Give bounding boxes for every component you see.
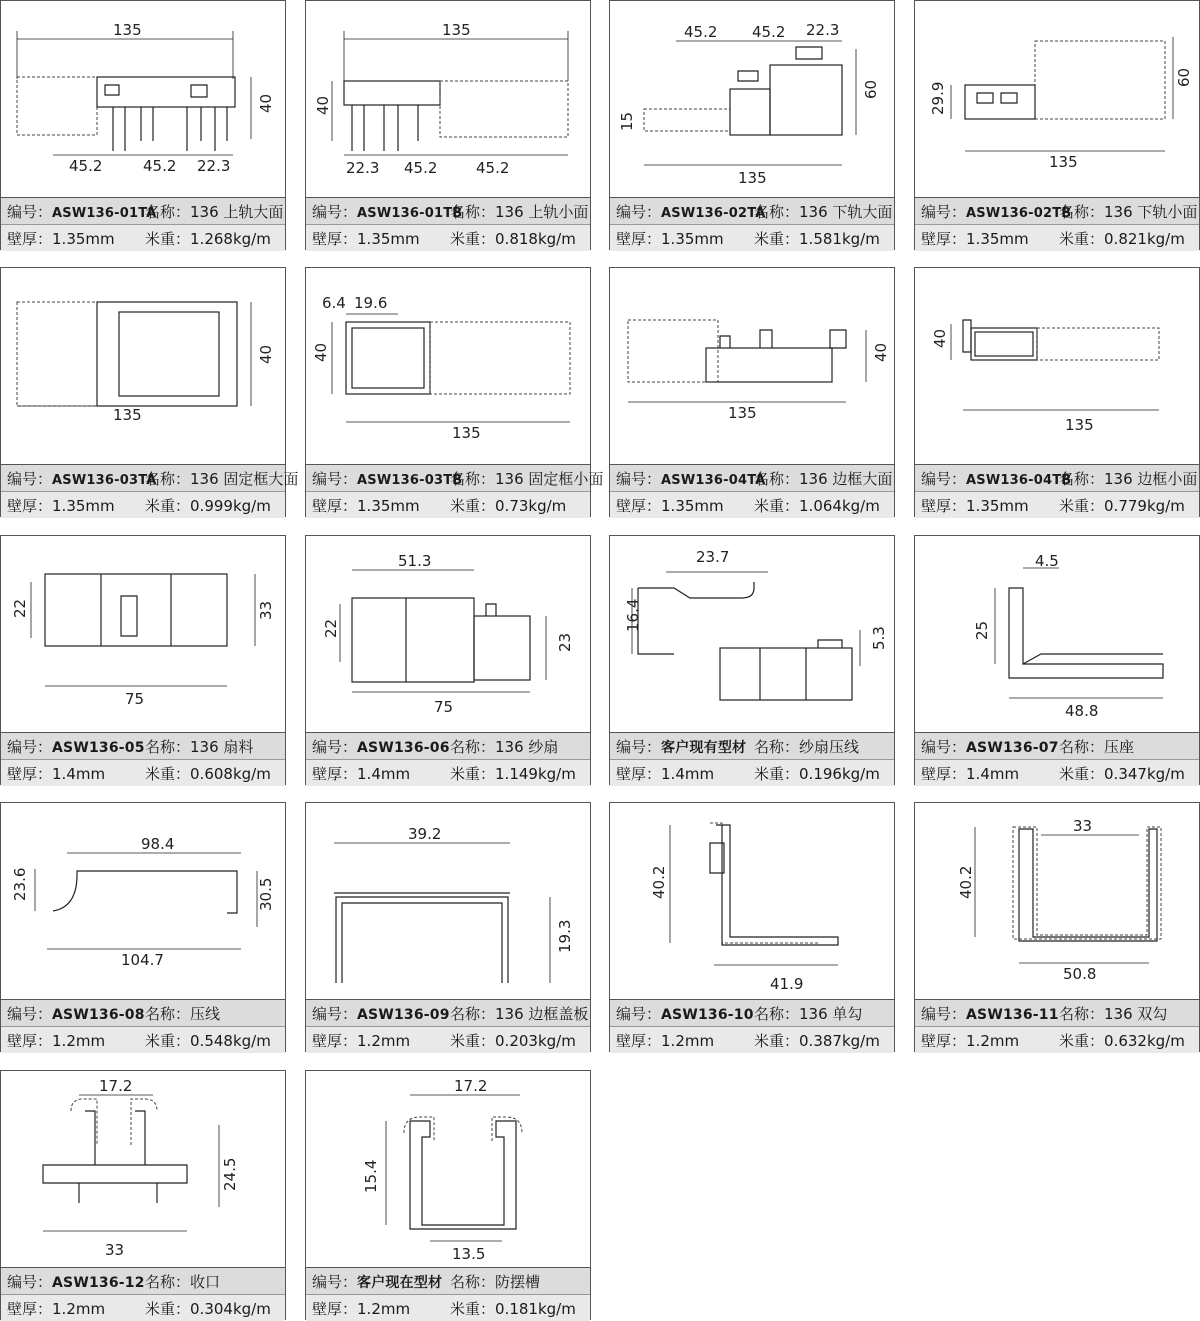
profile-thickness: 1.4mm: [966, 764, 1020, 783]
profile-weight: 0.347kg/m: [1104, 764, 1185, 783]
profile-code: 客户现有型材: [661, 739, 747, 756]
profile-name: 136 双勾: [1104, 1004, 1168, 1023]
profile-card: [609, 535, 895, 785]
profile-code: ASW136-01TA: [52, 205, 157, 221]
dim-label: 24.5: [221, 1157, 239, 1191]
dim-label: 25: [973, 620, 991, 640]
weight-label: 米重：: [1059, 764, 1105, 783]
thickness-label: 壁厚：: [312, 764, 358, 783]
dim-label: 22.3: [197, 157, 231, 175]
profile-info: [1, 464, 299, 516]
thickness-label: 壁厚：: [7, 496, 53, 515]
thickness-label: 壁厚：: [616, 1031, 662, 1050]
name-label: 名称：: [1059, 737, 1105, 756]
profile-drawing: [915, 1, 1199, 197]
profile-thickness: 1.35mm: [357, 496, 420, 515]
profile-card: [914, 802, 1200, 1052]
thickness-label: 壁厚：: [921, 764, 967, 783]
profile-thickness: 1.35mm: [966, 229, 1029, 248]
dim-label: 23: [556, 632, 574, 652]
dim-label: 19.6: [354, 294, 388, 312]
code-label: 编号：: [616, 202, 662, 221]
profile-card: [305, 0, 591, 250]
profile-code: ASW136-02TA: [661, 205, 766, 221]
dim-label: 41.9: [770, 975, 804, 993]
name-label: 名称：: [450, 469, 496, 488]
profile-thickness: 1.35mm: [52, 496, 115, 515]
weight-label: 米重：: [145, 1031, 191, 1050]
profile-thickness: 1.4mm: [661, 764, 715, 783]
dim-label: 45.2: [752, 23, 786, 41]
profile-drawing: [306, 803, 590, 999]
profile-weight: 1.064kg/m: [799, 496, 880, 515]
profile-weight: 0.632kg/m: [1104, 1031, 1185, 1050]
dim-label: 30.5: [257, 877, 275, 911]
dim-label: 40.2: [650, 865, 668, 899]
profile-info: [915, 464, 1199, 516]
profile-code: ASW136-12: [52, 1274, 145, 1291]
name-label: 名称：: [450, 202, 496, 221]
profile-name: 136 下轨小面: [1104, 202, 1198, 221]
dim-label: 33: [105, 1241, 125, 1259]
profile-drawing: [306, 1, 590, 197]
profile-code: ASW136-03TB: [357, 472, 463, 488]
weight-label: 米重：: [145, 229, 191, 248]
dim-label: 16.4: [624, 598, 642, 632]
name-label: 名称：: [145, 1004, 191, 1023]
dim-label: 22: [322, 618, 340, 638]
dim-label: 135: [113, 21, 142, 39]
thickness-label: 壁厚：: [921, 1031, 967, 1050]
profile-info: [306, 197, 590, 249]
name-label: 名称：: [1059, 469, 1105, 488]
name-label: 名称：: [754, 1004, 800, 1023]
code-label: 编号：: [616, 469, 662, 488]
profile-info: [610, 732, 894, 784]
profile-card: [609, 0, 895, 250]
profile-weight: 0.779kg/m: [1104, 496, 1185, 515]
profile-weight: 1.581kg/m: [799, 229, 880, 248]
weight-label: 米重：: [450, 496, 496, 515]
profile-name: 136 单勾: [799, 1004, 863, 1023]
code-label: 编号：: [7, 469, 53, 488]
profile-drawing: [306, 1071, 590, 1267]
dim-label: 40: [931, 328, 949, 348]
profile-card: [0, 1070, 286, 1320]
profile-drawing: [1, 268, 285, 464]
dim-label: 23.7: [696, 548, 730, 566]
profile-weight: 1.149kg/m: [495, 764, 576, 783]
profile-card: [0, 267, 299, 517]
profile-name: 压座: [1104, 737, 1135, 756]
profile-thickness: 1.2mm: [52, 1031, 106, 1050]
profile-thickness: 1.2mm: [966, 1031, 1020, 1050]
code-label: 编号：: [921, 469, 967, 488]
profile-weight: 0.608kg/m: [190, 764, 271, 783]
profile-card: [609, 802, 895, 1052]
profile-info: [1, 732, 285, 784]
profile-code: ASW136-11: [966, 1006, 1059, 1023]
profile-code: ASW136-02TB: [966, 205, 1072, 221]
profile-weight: 0.196kg/m: [799, 764, 880, 783]
profile-card: [914, 0, 1200, 250]
profile-drawing: [610, 803, 894, 999]
dim-label: 33: [257, 600, 275, 620]
dim-label: 75: [434, 698, 454, 716]
profile-thickness: 1.35mm: [357, 229, 420, 248]
profile-thickness: 1.4mm: [52, 764, 106, 783]
profile-thickness: 1.2mm: [52, 1299, 106, 1318]
dim-label: 19.3: [556, 919, 574, 953]
profile-drawing: [915, 803, 1199, 999]
name-label: 名称：: [754, 202, 800, 221]
dim-label: 135: [113, 406, 142, 424]
profile-drawing: [1, 536, 285, 732]
dim-label: 40: [257, 93, 275, 113]
profile-name: 136 下轨大面: [799, 202, 893, 221]
profile-weight: 0.203kg/m: [495, 1031, 576, 1050]
weight-label: 米重：: [145, 764, 191, 783]
dim-label: 22.3: [806, 21, 840, 39]
name-label: 名称：: [450, 1272, 496, 1291]
dim-label: 15: [618, 111, 636, 131]
profile-thickness: 1.35mm: [52, 229, 115, 248]
weight-label: 米重：: [1059, 229, 1105, 248]
profile-info: [306, 1267, 590, 1319]
profile-name: 136 边框大面: [799, 469, 893, 488]
dim-label: 40: [314, 95, 332, 115]
dim-label: 22.3: [346, 159, 380, 177]
dim-label: 40: [257, 344, 275, 364]
thickness-label: 壁厚：: [7, 1299, 53, 1318]
profile-drawing: [306, 268, 590, 464]
profile-info: [610, 999, 894, 1051]
name-label: 名称：: [450, 1004, 496, 1023]
weight-label: 米重：: [754, 1031, 800, 1050]
dim-label: 50.8: [1063, 965, 1097, 983]
thickness-label: 壁厚：: [616, 764, 662, 783]
profile-weight: 0.548kg/m: [190, 1031, 271, 1050]
profile-thickness: 1.35mm: [966, 496, 1029, 515]
profile-name: 136 纱扇: [495, 737, 559, 756]
weight-label: 米重：: [450, 229, 496, 248]
code-label: 编号：: [312, 1272, 358, 1291]
profile-info: [1, 999, 285, 1051]
thickness-label: 壁厚：: [616, 229, 662, 248]
dim-label: 45.2: [684, 23, 718, 41]
dim-label: 135: [442, 21, 471, 39]
dim-label: 17.2: [99, 1077, 133, 1095]
profile-name: 136 上轨大面: [190, 202, 284, 221]
code-label: 编号：: [312, 737, 358, 756]
profile-drawing: [306, 536, 590, 732]
code-label: 编号：: [616, 737, 662, 756]
name-label: 名称：: [754, 469, 800, 488]
dim-label: 104.7: [121, 951, 164, 969]
code-label: 编号：: [616, 1004, 662, 1023]
profile-weight: 0.73kg/m: [495, 496, 567, 515]
dim-label: 33: [1073, 817, 1093, 835]
profile-drawing: [1, 803, 285, 999]
thickness-label: 壁厚：: [312, 1031, 358, 1050]
name-label: 名称：: [145, 1272, 191, 1291]
profile-code: ASW136-06: [357, 739, 450, 756]
profile-info: [306, 732, 590, 784]
profile-thickness: 1.2mm: [357, 1299, 411, 1318]
dim-label: 135: [1049, 153, 1078, 171]
profile-drawing: [610, 1, 894, 197]
dim-label: 45.2: [404, 159, 438, 177]
profile-thickness: 1.35mm: [661, 496, 724, 515]
profile-code: ASW136-01TB: [357, 205, 463, 221]
code-label: 编号：: [312, 202, 358, 221]
dim-label: 45.2: [143, 157, 177, 175]
profile-card: [305, 802, 591, 1052]
profile-info: [610, 197, 894, 249]
dim-label: 135: [728, 404, 757, 422]
profile-info: [1, 197, 285, 249]
dim-label: 39.2: [408, 825, 442, 843]
profile-name: 收口: [190, 1272, 221, 1291]
profile-thickness: 1.2mm: [661, 1031, 715, 1050]
weight-label: 米重：: [450, 764, 496, 783]
code-label: 编号：: [7, 1272, 53, 1291]
profile-code: 客户现在型材: [357, 1274, 443, 1291]
thickness-label: 壁厚：: [7, 764, 53, 783]
profile-card: [305, 267, 604, 517]
dim-label: 15.4: [362, 1159, 380, 1193]
profile-weight: 0.181kg/m: [495, 1299, 576, 1318]
code-label: 编号：: [7, 737, 53, 756]
profile-info: [306, 999, 590, 1051]
name-label: 名称：: [1059, 202, 1105, 221]
dim-label: 135: [1065, 416, 1094, 434]
profile-name: 防摆槽: [495, 1272, 541, 1291]
thickness-label: 壁厚：: [312, 496, 358, 515]
dim-label: 40: [312, 342, 330, 362]
dim-label: 45.2: [476, 159, 510, 177]
profile-drawing: [915, 536, 1199, 732]
name-label: 名称：: [145, 469, 191, 488]
profile-info: [1, 1267, 285, 1319]
thickness-label: 壁厚：: [921, 496, 967, 515]
code-label: 编号：: [921, 1004, 967, 1023]
profile-weight: 0.821kg/m: [1104, 229, 1185, 248]
profile-thickness: 1.4mm: [357, 764, 411, 783]
profile-name: 136 扇料: [190, 737, 254, 756]
profile-drawing: [1, 1, 285, 197]
thickness-label: 壁厚：: [616, 496, 662, 515]
profile-card: [609, 267, 895, 517]
weight-label: 米重：: [754, 764, 800, 783]
name-label: 名称：: [145, 202, 191, 221]
dim-label: 60: [862, 79, 880, 99]
profile-card: [0, 535, 286, 785]
profile-drawing: [1, 1071, 285, 1267]
dim-label: 48.8: [1065, 702, 1099, 720]
profile-code: ASW136-04TB: [966, 472, 1072, 488]
code-label: 编号：: [312, 469, 358, 488]
profile-card: [914, 267, 1200, 517]
weight-label: 米重：: [450, 1031, 496, 1050]
dim-label: 4.5: [1035, 552, 1059, 570]
weight-label: 米重：: [145, 496, 191, 515]
profile-weight: 0.818kg/m: [495, 229, 576, 248]
profile-code: ASW136-03TA: [52, 472, 157, 488]
profile-code: ASW136-09: [357, 1006, 450, 1023]
thickness-label: 壁厚：: [7, 1031, 53, 1050]
code-label: 编号：: [921, 202, 967, 221]
profile-info: [915, 999, 1199, 1051]
profile-name: 136 固定框小面: [495, 469, 604, 488]
name-label: 名称：: [145, 737, 191, 756]
profile-drawing: [915, 268, 1199, 464]
profile-card: [0, 802, 286, 1052]
name-label: 名称：: [450, 737, 496, 756]
weight-label: 米重：: [1059, 496, 1105, 515]
thickness-label: 壁厚：: [312, 1299, 358, 1318]
profile-thickness: 1.35mm: [661, 229, 724, 248]
profile-code: ASW136-10: [661, 1006, 754, 1023]
weight-label: 米重：: [754, 496, 800, 515]
dim-label: 135: [452, 424, 481, 442]
profile-drawing: [610, 536, 894, 732]
dim-label: 135: [738, 169, 767, 187]
weight-label: 米重：: [754, 229, 800, 248]
dim-label: 17.2: [454, 1077, 488, 1095]
profile-name: 136 固定框大面: [190, 469, 299, 488]
profile-info: [915, 197, 1199, 249]
weight-label: 米重：: [145, 1299, 191, 1318]
profile-code: ASW136-08: [52, 1006, 145, 1023]
dim-label: 45.2: [69, 157, 103, 175]
dim-label: 60: [1175, 67, 1193, 87]
dim-label: 40.2: [957, 865, 975, 899]
profile-name: 纱扇压线: [799, 737, 860, 756]
profile-thickness: 1.2mm: [357, 1031, 411, 1050]
profile-card: [0, 0, 286, 250]
dim-label: 29.9: [929, 81, 947, 115]
profile-code: ASW136-04TA: [661, 472, 766, 488]
profile-weight: 0.387kg/m: [799, 1031, 880, 1050]
thickness-label: 壁厚：: [7, 229, 53, 248]
thickness-label: 壁厚：: [921, 229, 967, 248]
profile-drawing: [610, 268, 894, 464]
code-label: 编号：: [921, 737, 967, 756]
profile-info: [610, 464, 894, 516]
dim-label: 75: [125, 690, 145, 708]
code-label: 编号：: [7, 202, 53, 221]
profile-weight: 1.268kg/m: [190, 229, 271, 248]
profile-card: [914, 535, 1200, 785]
dim-label: 6.4: [322, 294, 346, 312]
profile-name: 136 边框盖板: [495, 1004, 589, 1023]
weight-label: 米重：: [450, 1299, 496, 1318]
dim-label: 98.4: [141, 835, 175, 853]
dim-label: 13.5: [452, 1245, 486, 1263]
profile-info: [306, 464, 604, 516]
profile-weight: 0.304kg/m: [190, 1299, 271, 1318]
profile-card: [305, 1070, 591, 1320]
dim-label: 40: [872, 342, 890, 362]
profile-card: [305, 535, 591, 785]
dim-label: 22: [11, 598, 29, 618]
dim-label: 23.6: [11, 867, 29, 901]
profile-code: ASW136-05: [52, 739, 145, 756]
profile-info: [915, 732, 1199, 784]
dim-label: 51.3: [398, 552, 432, 570]
name-label: 名称：: [754, 737, 800, 756]
profile-name: 136 边框小面: [1104, 469, 1198, 488]
profile-name: 压线: [190, 1004, 221, 1023]
code-label: 编号：: [7, 1004, 53, 1023]
name-label: 名称：: [1059, 1004, 1105, 1023]
profile-name: 136 上轨小面: [495, 202, 589, 221]
thickness-label: 壁厚：: [312, 229, 358, 248]
code-label: 编号：: [312, 1004, 358, 1023]
profile-code: ASW136-07: [966, 739, 1059, 756]
dim-label: 5.3: [870, 626, 888, 650]
profile-weight: 0.999kg/m: [190, 496, 271, 515]
weight-label: 米重：: [1059, 1031, 1105, 1050]
